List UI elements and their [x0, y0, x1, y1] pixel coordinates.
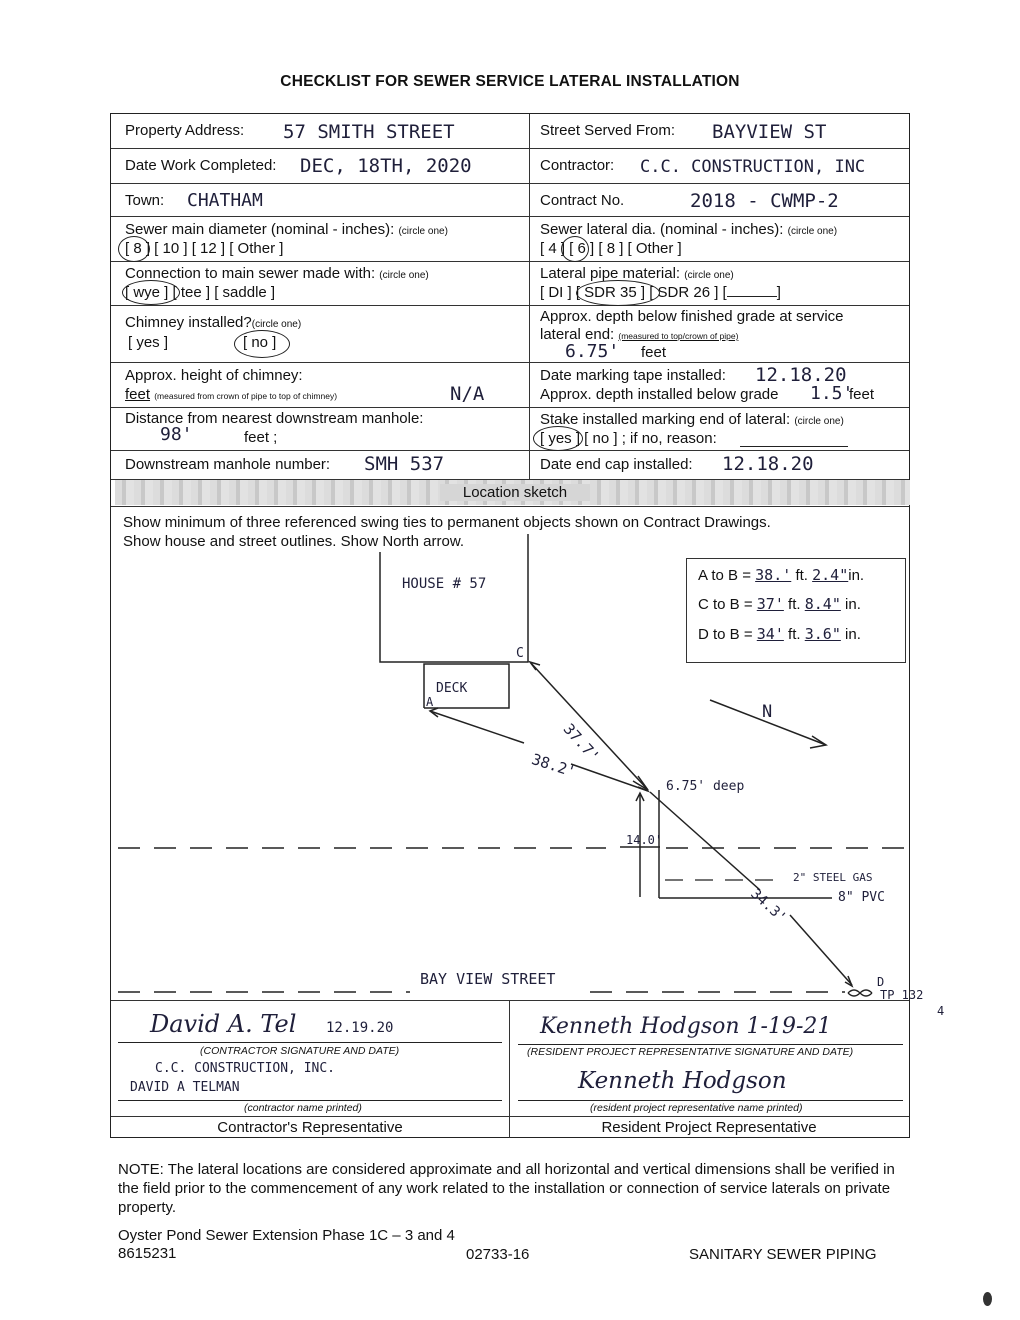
- contract-no-label: Contract No.: [540, 192, 625, 209]
- contractor-signature-label: (CONTRACTOR SIGNATURE AND DATE): [200, 1045, 400, 1057]
- manhole-number-label: Downstream manhole number:: [125, 456, 331, 473]
- footer-number: 8615231: [118, 1245, 177, 1262]
- sketch-header: Location sketch: [440, 484, 590, 501]
- gas-line-label: 2" STEEL GAS: [793, 871, 873, 884]
- chimney-height-unit: feet (measured from crown of pipe to top of chimney): [125, 386, 338, 403]
- sketch-instructions-2: Show house and street outlines. Show North arrow.: [123, 533, 465, 550]
- contractor-name-line-1: C.C. CONSTRUCTION, INC.: [155, 1061, 336, 1076]
- chimney-label: Chimney installed?(circle one): [125, 314, 302, 331]
- row-divider: [509, 1116, 909, 1117]
- property-address-label: Property Address:: [125, 122, 245, 139]
- tie-row: D to B = 34' ft. 3.6" in.: [698, 625, 861, 643]
- resident-title: Resident Project Representative: [601, 1119, 817, 1136]
- punch-hole-mark: [983, 1292, 992, 1306]
- property-address-value: 57 SMITH STREET: [283, 121, 455, 143]
- contractor-name-line-2: DAVID A TELMAN: [130, 1080, 240, 1095]
- lateral-diameter-options: [ 4 ] [ 6 ] [ 8 ] [ Other ]: [540, 240, 682, 257]
- point-d-label: D: [877, 975, 885, 989]
- contractor-name-label: (contractor name printed): [244, 1102, 362, 1114]
- manhole-number-value: SMH 537: [364, 453, 445, 475]
- resident-signature-label: (RESIDENT PROJECT REPRESENTATIVE SIGNATURE AND DATE): [527, 1046, 854, 1058]
- tp-label: TP 132: [880, 988, 924, 1002]
- depth-note: 6.75' deep: [666, 779, 745, 794]
- point-a-label: A: [426, 695, 434, 709]
- chimney-height-value: N/A: [450, 383, 485, 405]
- footer-category: SANITARY SEWER PIPING: [689, 1246, 877, 1263]
- pipe-material-label: Lateral pipe material: (circle one): [540, 265, 734, 282]
- resident-signature: Kenneth Hodgson 1-19-21: [540, 1014, 832, 1039]
- lateral-diameter-label: Sewer lateral dia. (nominal - inches): (circle one): [540, 221, 838, 238]
- contractor-signature-date: 12.19.20: [326, 1020, 394, 1036]
- tie-row: A to B = 38.' ft. 2.4"in.: [698, 566, 865, 584]
- end-cap-label: Date end cap installed:: [540, 456, 693, 473]
- stake-label: Stake installed marking end of lateral: (circle one): [540, 411, 844, 428]
- street-served-value: BAYVIEW ST: [712, 121, 827, 143]
- sketch-instructions-1: Show minimum of three referenced swing ties to permanent objects shown on Contract Drawings.: [123, 514, 771, 531]
- tie-line-d: [650, 792, 760, 890]
- signature-line: [118, 1042, 502, 1043]
- tie-db-label: 34.3': [747, 886, 790, 927]
- contractor-signature: David A. Tel: [150, 1010, 297, 1038]
- pipe-material-options: [ DI ] [ SDR 35 ] [ SDR 26 ] [ ]: [540, 284, 781, 301]
- form-title: CHECKLIST FOR SEWER SERVICE LATERAL INSTALLATION: [280, 73, 740, 90]
- tie-ab-label: 38.2': [529, 750, 578, 782]
- depth-unit: feet: [641, 344, 667, 361]
- chimney-yes: [ yes ]: [128, 334, 169, 351]
- tie-row: C to B = 37' ft. 8.4" in.: [698, 595, 861, 613]
- town-label: Town:: [125, 192, 165, 209]
- contractor-label: Contractor:: [540, 157, 615, 174]
- depth-label-line1: Approx. depth below finished grade at service: [540, 308, 844, 325]
- town-value: CHATHAM: [187, 190, 263, 211]
- main-diameter-options: [ 8 ] [ 10 ] [ 12 ] [ Other ]: [125, 240, 284, 257]
- connection-label: Connection to main sewer made with: (circle one): [125, 265, 429, 282]
- marking-tape-label: Date marking tape installed:: [540, 367, 726, 384]
- end-cap-date: 12.18.20: [722, 453, 814, 475]
- tie-ca-label: 37.7': [559, 720, 604, 766]
- depth-label-line2: lateral end: (measured to top/crown of pipe): [540, 326, 739, 343]
- manhole-distance-unit: feet ;: [244, 429, 278, 446]
- signature-line: [518, 1044, 903, 1045]
- street-served-label: Street Served From:: [540, 122, 676, 139]
- date-completed-label: Date Work Completed:: [125, 157, 277, 174]
- row-divider: [111, 1116, 509, 1117]
- end-cap-mark: [848, 990, 872, 996]
- chimney-height-label: Approx. height of chimney:: [125, 367, 303, 384]
- tp-sublabel: 4: [937, 1004, 945, 1018]
- footer-section: 02733-16: [466, 1246, 530, 1263]
- point-c-label: C: [516, 646, 524, 661]
- tape-depth-value: 1.5': [810, 383, 854, 404]
- resident-name-label: (resident project representative name printed): [590, 1102, 803, 1114]
- house-outline: [380, 552, 528, 662]
- tie-line-a: [430, 711, 524, 743]
- depth-value: 6.75': [565, 341, 620, 362]
- arrowhead: [530, 662, 540, 670]
- marking-tape-date: 12.18.20: [755, 364, 847, 386]
- manhole-distance-label: Distance from nearest downstream manhole:: [125, 410, 424, 427]
- date-completed-value: DEC, 18TH, 2020: [300, 155, 472, 177]
- north-label: N: [762, 702, 773, 722]
- main-diameter-label: Sewer main diameter (nominal - inches): (circle one): [125, 221, 448, 238]
- resident-name: Kenneth Hodgson: [578, 1068, 787, 1094]
- pvc-label: 8" PVC: [838, 890, 885, 905]
- tie-line-d: [790, 915, 852, 985]
- name-line: [118, 1100, 502, 1101]
- manhole-distance-value: 98': [160, 424, 193, 445]
- contractor-title: Contractor's Representative: [217, 1119, 403, 1136]
- name-line: [518, 1100, 903, 1101]
- tape-depth-label: Approx. depth installed below grade: [540, 386, 779, 403]
- offset-label: 14.0': [626, 833, 663, 847]
- contract-no-value: 2018 - CWMP-2: [690, 190, 839, 212]
- house-label: HOUSE # 57: [402, 576, 487, 592]
- tape-depth-unit: feet: [849, 386, 875, 403]
- street-label: BAY VIEW STREET: [420, 970, 556, 988]
- chimney-no: [ no ]: [243, 334, 277, 351]
- note-paragraph: NOTE: The lateral locations are considered approximate and all horizontal and vertical dimensions shall be verified in the field prior to the commencement of any work related to the installation or connection of service laterals on private property.: [118, 1161, 895, 1216]
- deck-label: DECK: [436, 681, 468, 696]
- footer-project: Oyster Pond Sewer Extension Phase 1C – 3 and 4: [118, 1227, 455, 1244]
- connection-options: [ wye ] [ tee ] [ saddle ]: [125, 284, 276, 301]
- contractor-value: C.C. CONSTRUCTION, INC: [640, 157, 866, 177]
- stake-options: [ yes ] [ no ] ; if no, reason:: [540, 430, 717, 447]
